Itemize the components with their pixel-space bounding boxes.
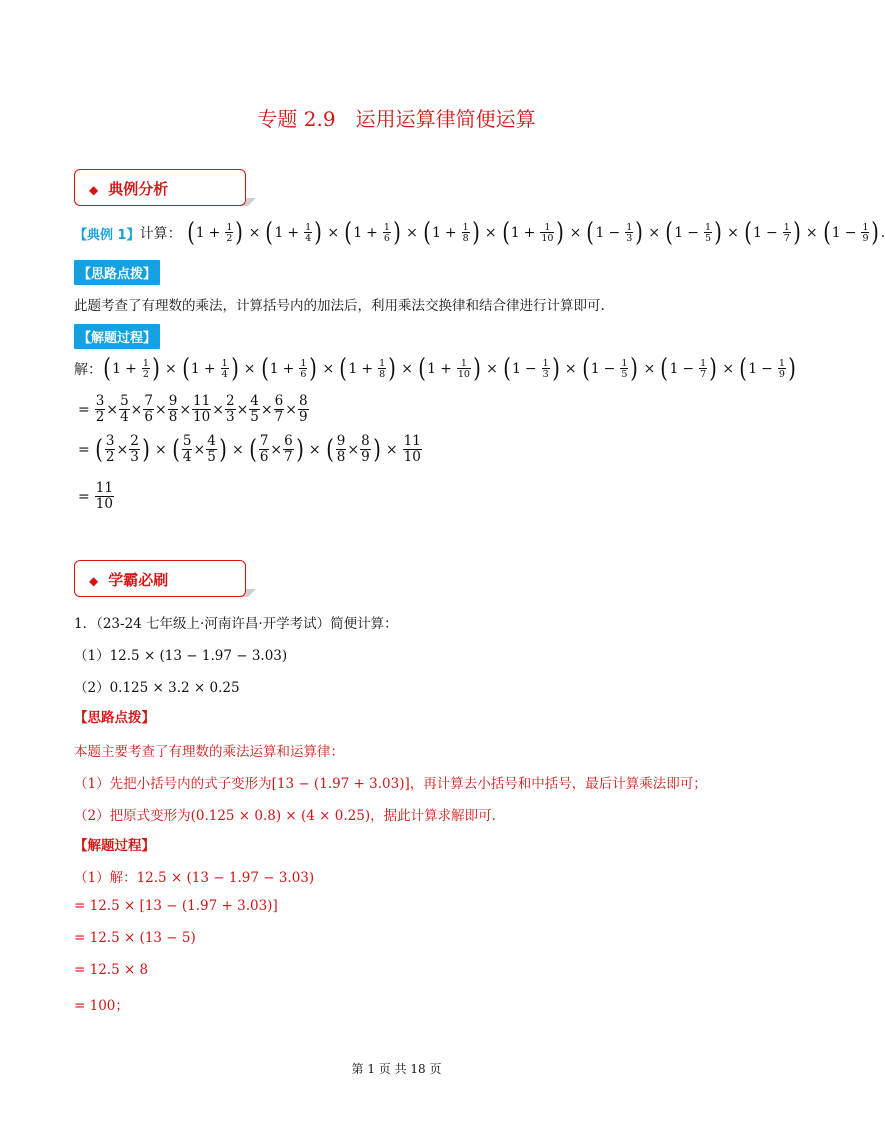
- denominator: 10: [457, 369, 470, 380]
- page-title: 专题 2.9 运用运算律简便运算: [257, 107, 536, 131]
- fraction: [249, 395, 260, 424]
- numerator: 1: [544, 221, 551, 233]
- numerator: 1: [226, 221, 233, 233]
- times-sign: ×: [236, 401, 249, 418]
- denominator: 7: [274, 408, 284, 425]
- process2-line-3: = 12.5 × (13 − 5): [74, 930, 196, 946]
- right-paren: ): [230, 354, 239, 384]
- right-paren: ): [709, 354, 718, 384]
- fraction: [336, 435, 347, 464]
- equals-sign: =: [78, 441, 90, 458]
- denominator: 2: [105, 448, 115, 465]
- denominator: 7: [284, 448, 293, 465]
- left-paren: (: [182, 354, 190, 384]
- numerator: 1: [379, 357, 386, 369]
- term-operator: −: [687, 225, 699, 241]
- fraction: [540, 223, 554, 244]
- numerator: 9: [168, 393, 178, 409]
- left-paren: (: [103, 354, 111, 384]
- numerator: 1: [704, 221, 711, 233]
- term-integer: 1: [431, 225, 441, 241]
- denominator: 3: [626, 233, 633, 244]
- right-paren: ): [372, 434, 381, 465]
- left-paren: (: [339, 354, 348, 384]
- numerator: 3: [95, 393, 105, 409]
- right-paren: ): [793, 218, 801, 248]
- denominator: 4: [120, 408, 129, 425]
- term-integer: 1: [190, 361, 200, 377]
- numerator: 1: [300, 357, 307, 369]
- times-sign: ×: [722, 361, 735, 377]
- numerator: 7: [144, 393, 153, 409]
- right-paren: ): [296, 434, 304, 465]
- times-sign: ×: [260, 401, 273, 418]
- times-sign: ×: [406, 225, 418, 241]
- fraction: [704, 223, 712, 244]
- fraction: [225, 395, 236, 424]
- term-integer: 1: [274, 225, 284, 241]
- example-prompt: 计算：: [139, 226, 182, 242]
- right-paren: ): [314, 218, 323, 248]
- fraction: [182, 435, 193, 464]
- term-integer: 1: [669, 361, 679, 377]
- numerator: 1: [621, 357, 628, 369]
- term-operator: +: [361, 361, 374, 377]
- term-operator: +: [203, 361, 216, 377]
- denominator: 8: [462, 233, 469, 244]
- denominator: 3: [130, 448, 139, 465]
- times-sign: ×: [116, 441, 129, 458]
- numerator: 8: [361, 433, 370, 449]
- fraction: [95, 395, 106, 424]
- denominator: 4: [182, 448, 192, 465]
- left-paren: (: [586, 218, 595, 248]
- numerator: 7: [259, 433, 269, 449]
- times-sign: ×: [285, 401, 297, 418]
- right-paren: ): [219, 434, 227, 465]
- term-integer: 1: [353, 225, 363, 241]
- denominator: 9: [361, 448, 370, 465]
- denominator: 10: [193, 408, 211, 425]
- fraction: [192, 395, 211, 424]
- numerator: 4: [207, 433, 216, 449]
- denominator: 2: [142, 369, 149, 380]
- term-operator: +: [444, 225, 457, 241]
- right-paren: ): [635, 218, 644, 248]
- right-paren: ): [551, 354, 560, 384]
- term-operator: +: [366, 225, 378, 241]
- fraction: [274, 395, 285, 424]
- section-label: 学霸必刷: [108, 571, 169, 589]
- numerator: 1: [626, 221, 633, 233]
- process2-line-2: = 12.5 × [13 − (1.97 + 3.03)]: [74, 898, 278, 914]
- fraction: [383, 223, 391, 244]
- problem-source: （23-24 七年级上·河南许昌·开学考试）简便计算：: [96, 616, 398, 632]
- fraction: [403, 435, 422, 464]
- section-header-practice: [74, 560, 246, 597]
- denominator: 10: [95, 495, 113, 512]
- problem-part-2: （2）0.125 × 3.2 × 0.25: [74, 680, 240, 696]
- denominator: 6: [144, 408, 153, 425]
- numerator: 2: [225, 393, 235, 409]
- times-sign: ×: [569, 225, 582, 241]
- problem-1-title: [74, 612, 398, 632]
- times-sign: ×: [327, 225, 340, 241]
- times-sign: ×: [564, 361, 577, 377]
- fraction: [143, 395, 154, 424]
- denominator: 5: [621, 369, 628, 380]
- solution-expression: [102, 356, 797, 382]
- denominator: 7: [783, 233, 790, 244]
- numerator: 2: [130, 433, 139, 449]
- term-operator: −: [603, 361, 616, 377]
- numerator: 11: [95, 480, 113, 496]
- numerator: 1: [383, 221, 390, 233]
- fraction: [105, 435, 116, 464]
- term-integer: 1: [112, 361, 122, 377]
- denominator: 9: [862, 233, 869, 244]
- fraction: [298, 395, 309, 424]
- denominator: 2: [95, 408, 105, 425]
- solution-line-4: [74, 482, 115, 511]
- section-header-examples: [74, 169, 246, 206]
- right-paren: ): [473, 354, 481, 384]
- denominator: 3: [225, 408, 235, 425]
- left-paren: (: [171, 434, 180, 465]
- example-end: .: [880, 225, 885, 241]
- denominator: 6: [259, 448, 269, 465]
- numerator: 9: [336, 433, 346, 449]
- times-sign: ×: [212, 401, 224, 418]
- term-operator: −: [524, 361, 537, 377]
- right-paren: ): [309, 354, 318, 384]
- term-integer: 1: [195, 225, 205, 241]
- numerator: 1: [142, 357, 149, 369]
- numerator: 8: [298, 393, 308, 409]
- numerator: 3: [105, 433, 115, 449]
- process-tag: 【解题过程】: [74, 324, 160, 349]
- hint-tag-red: 【思路点拨】: [74, 710, 155, 726]
- left-paren: (: [344, 218, 352, 248]
- denominator: 5: [207, 448, 216, 465]
- hint2-intro: 本题主要考查了有理数的乘法运算和运算律：: [74, 744, 344, 760]
- denominator: 9: [778, 369, 785, 380]
- times-sign: ×: [270, 441, 283, 458]
- numerator: 1: [778, 357, 785, 369]
- left-paren: (: [503, 354, 511, 384]
- fraction: [778, 359, 786, 380]
- denominator: 8: [379, 369, 386, 380]
- term-integer: 1: [510, 225, 520, 241]
- process2-line-5: = 100；: [74, 998, 129, 1014]
- hint-text: 此题考查了有理数的乘法，计算括号内的加法后，利用乘法交换律和结合律进行计算即可.: [74, 298, 605, 314]
- fraction: [783, 223, 791, 244]
- times-sign: ×: [347, 441, 360, 458]
- denominator: 5: [250, 408, 259, 425]
- right-paren: ): [388, 354, 396, 384]
- term-operator: −: [765, 225, 778, 241]
- term-operator: +: [125, 361, 137, 377]
- denominator: 4: [221, 369, 228, 380]
- times-sign: ×: [154, 401, 167, 418]
- left-paren: (: [660, 354, 669, 384]
- term-operator: −: [844, 225, 857, 241]
- fraction: [457, 359, 471, 380]
- fraction: [299, 359, 307, 380]
- denominator: 2: [226, 233, 233, 244]
- left-paren: (: [501, 218, 510, 248]
- denominator: 8: [168, 408, 178, 425]
- term-integer: 1: [753, 225, 762, 241]
- numerator: 5: [120, 393, 129, 409]
- fraction: [168, 395, 179, 424]
- process-tag-red: 【解题过程】: [74, 838, 155, 854]
- numerator: 6: [284, 433, 293, 449]
- term-integer: 1: [348, 361, 358, 377]
- example-1-question: [74, 220, 885, 246]
- times-sign: ×: [193, 441, 206, 458]
- numerator: 4: [250, 393, 259, 409]
- right-paren: ): [788, 354, 796, 384]
- right-paren: ): [393, 218, 401, 248]
- left-paren: (: [423, 218, 431, 248]
- denominator: 4: [305, 233, 312, 244]
- section-label: 典例分析: [108, 180, 169, 198]
- fraction: [542, 359, 550, 380]
- fraction: [462, 223, 470, 244]
- times-sign: ×: [322, 361, 335, 377]
- process2-line-4: = 12.5 × 8: [74, 962, 149, 978]
- solution-line-2: [74, 395, 310, 424]
- fraction: [221, 359, 229, 380]
- fraction: [378, 359, 386, 380]
- numerator: 5: [182, 433, 192, 449]
- numerator: 1: [542, 357, 549, 369]
- example-tag: 【典例 1】: [74, 227, 140, 243]
- left-paren: (: [665, 218, 674, 248]
- left-paren: (: [325, 434, 334, 465]
- numerator: 1: [862, 221, 869, 233]
- process2-line-1: （1）解：12.5 × (13 − 1.97 − 3.03): [74, 870, 315, 886]
- diamond-icon: ◆: [89, 183, 99, 197]
- right-paren: ): [142, 434, 150, 465]
- numerator: 6: [274, 393, 284, 409]
- fraction: [225, 223, 233, 244]
- denominator: 10: [403, 448, 421, 465]
- page-footer: 第 1 页 共 18 页: [351, 1062, 442, 1076]
- term-integer: 1: [674, 225, 684, 241]
- times-sign: ×: [385, 441, 398, 458]
- times-sign: ×: [154, 441, 167, 458]
- term-integer: 1: [831, 225, 841, 241]
- term-integer: 1: [511, 361, 521, 377]
- denominator: 7: [700, 369, 707, 380]
- fraction: [129, 435, 140, 464]
- times-sign: ×: [648, 225, 661, 241]
- fraction: [625, 223, 633, 244]
- numerator: 1: [462, 221, 469, 233]
- right-paren: ): [871, 218, 880, 248]
- times-sign: ×: [308, 441, 321, 458]
- right-paren: ): [630, 354, 639, 384]
- times-sign: ×: [130, 401, 143, 418]
- fraction: [699, 359, 707, 380]
- problem-number: 1．: [74, 616, 97, 632]
- fraction: [304, 223, 312, 244]
- left-paren: (: [260, 354, 269, 384]
- term-operator: +: [287, 225, 300, 241]
- denominator: 6: [300, 369, 307, 380]
- term-integer: 1: [748, 361, 758, 377]
- problem-part-1: （1）12.5 × (13 − 1.97 − 3.03): [74, 648, 288, 664]
- left-paren: (: [248, 434, 257, 465]
- hint2-step-1: （1）先把小括号内的式子变形为[13 − (1.97 + 3.03)]，再计算去小括号和中括号，最后计算乘法即可；: [74, 776, 707, 792]
- left-paren: (: [822, 218, 831, 248]
- solution-line-3: [74, 435, 423, 464]
- term-operator: +: [523, 225, 536, 241]
- times-sign: ×: [486, 361, 498, 377]
- numerator: 1: [460, 357, 467, 369]
- term-integer: 1: [590, 361, 600, 377]
- fraction: [620, 359, 628, 380]
- fraction: [861, 223, 869, 244]
- right-paren: ): [714, 218, 722, 248]
- right-paren: ): [235, 218, 244, 248]
- example-expression: [186, 220, 881, 246]
- term-operator: +: [440, 361, 452, 377]
- times-sign: ×: [231, 441, 244, 458]
- numerator: 11: [193, 393, 211, 409]
- times-sign: ×: [106, 401, 119, 418]
- equals-sign: =: [78, 488, 90, 505]
- hint-tag: 【思路点拨】: [74, 260, 160, 285]
- denominator: 5: [704, 233, 711, 244]
- term-operator: −: [761, 361, 773, 377]
- term-operator: −: [682, 361, 695, 377]
- fraction: [259, 435, 270, 464]
- times-sign: ×: [727, 225, 739, 241]
- numerator: 11: [403, 433, 421, 449]
- term-integer: 1: [269, 361, 279, 377]
- diamond-icon: ◆: [89, 574, 99, 588]
- fraction: [360, 435, 371, 464]
- solution-prefix: 解：: [74, 362, 102, 378]
- fraction: [283, 435, 294, 464]
- numerator: 1: [221, 357, 228, 369]
- fraction: [206, 435, 217, 464]
- term-integer: 1: [595, 225, 605, 241]
- times-sign: ×: [165, 361, 177, 377]
- left-paren: (: [581, 354, 590, 384]
- right-paren: ): [556, 218, 565, 248]
- denominator: 3: [542, 369, 549, 380]
- term-operator: −: [608, 225, 621, 241]
- term-integer: 1: [427, 361, 437, 377]
- numerator: 1: [305, 221, 312, 233]
- left-paren: (: [744, 218, 752, 248]
- denominator: 10: [541, 233, 554, 244]
- term-operator: +: [282, 361, 295, 377]
- times-sign: ×: [805, 225, 818, 241]
- numerator: 1: [783, 221, 790, 233]
- denominator: 8: [336, 448, 346, 465]
- term-operator: +: [208, 225, 221, 241]
- fraction: [119, 395, 130, 424]
- numerator: 1: [700, 357, 707, 369]
- times-sign: ×: [484, 225, 497, 241]
- solution-line-1: [74, 356, 797, 382]
- left-paren: (: [739, 354, 747, 384]
- right-paren: ): [152, 354, 160, 384]
- hint2-step-2: （2）把原式变形为(0.125 × 0.8) × (4 × 0.25)，据此计算求解即可.: [74, 808, 496, 824]
- times-sign: ×: [401, 361, 413, 377]
- right-paren: ): [471, 218, 480, 248]
- left-paren: (: [418, 354, 426, 384]
- times-sign: ×: [243, 361, 256, 377]
- denominator: 9: [298, 408, 308, 425]
- fraction: [95, 482, 114, 511]
- equals-sign: =: [78, 401, 90, 418]
- left-paren: (: [95, 434, 103, 465]
- left-paren: (: [265, 218, 274, 248]
- times-sign: ×: [643, 361, 656, 377]
- denominator: 6: [383, 233, 390, 244]
- times-sign: ×: [179, 401, 192, 418]
- fraction: [142, 359, 150, 380]
- left-paren: (: [186, 218, 195, 248]
- times-sign: ×: [248, 225, 261, 241]
